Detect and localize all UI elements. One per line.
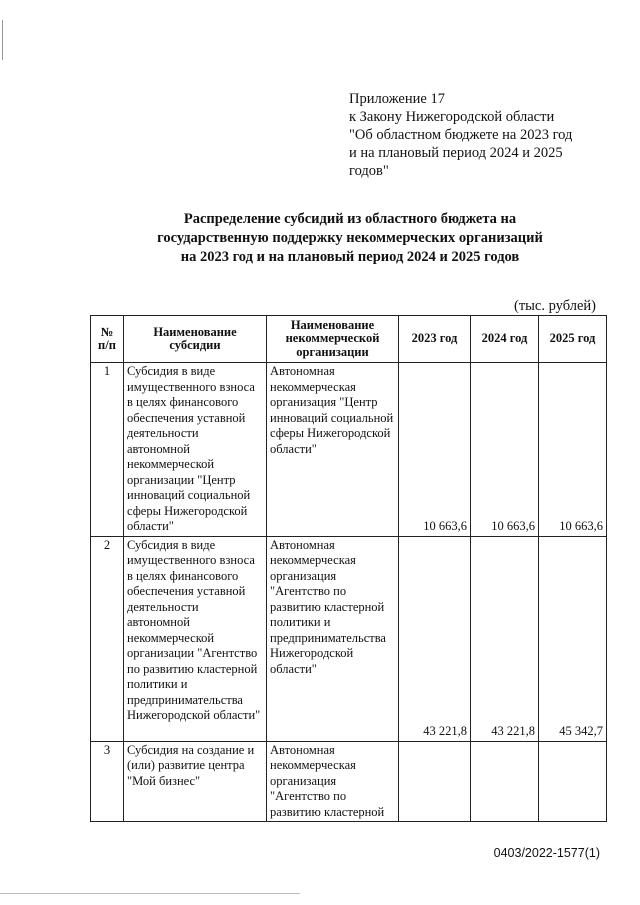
- cell-num: 3: [91, 741, 124, 822]
- table-row: [91, 363, 607, 537]
- appendix-header: [349, 90, 609, 180]
- header-2023: 2023 год: [399, 316, 471, 363]
- table-row: [91, 536, 607, 741]
- header-num: № п/п: [91, 316, 124, 363]
- cell-2025: 45 342,7: [539, 536, 607, 741]
- appendix-line: "Об областном бюджете на 2023 год: [349, 127, 573, 143]
- cell-2025: [539, 741, 607, 822]
- appendix-line: Приложение 17: [349, 91, 445, 107]
- document-title: [120, 210, 580, 267]
- header-org: Наименование некоммерческой организации: [267, 316, 399, 363]
- cell-num: 2: [91, 536, 124, 741]
- appendix-line: к Закону Нижегородской области: [349, 109, 555, 125]
- cell-num: 1: [91, 363, 124, 537]
- table-row: [91, 741, 607, 822]
- cell-2023: [399, 741, 471, 822]
- units-label: (тыс. рублей): [514, 298, 596, 314]
- appendix-line: годов": [349, 163, 389, 179]
- title-line: на 2023 год и на плановый период 2024 и 2025 годов: [180, 249, 520, 265]
- cell-2023: 43 221,8: [399, 536, 471, 741]
- cell-subsidy: Субсидия на создание и (или) развитие центра "Мой бизнес": [124, 741, 267, 822]
- cell-subsidy: Субсидия в виде имущественного взноса в целях финансового обеспечения уставной деятельности автономной некоммерческой организации "Агентство по развитию кластерной политики и предпринимательства Нижегородской области": [124, 536, 267, 741]
- title-line: Распределение субсидий из областного бюджета на: [183, 211, 517, 227]
- title-line: государственную поддержку некоммерческих организаций: [157, 230, 543, 246]
- header-2024: 2024 год: [471, 316, 539, 363]
- subsidy-table: [90, 315, 607, 822]
- appendix-line: и на плановый период 2024 и 2025: [349, 145, 563, 161]
- cell-org: Автономная некоммерческая организация "Агентство по развитию кластерной политики и предпринимательства Нижегородской области": [267, 536, 399, 741]
- header-subsidy: Наименование субсидии: [124, 316, 267, 363]
- cell-2024: 43 221,8: [471, 536, 539, 741]
- cell-2024: 10 663,6: [471, 363, 539, 537]
- scan-edge-mark: [2, 20, 3, 60]
- cell-2024: [471, 741, 539, 822]
- cell-subsidy: Субсидия в виде имущественного взноса в целях финансового обеспечения уставной деятельности автономной некоммерческой организации "Центр инноваций социальной сферы Нижегородской области": [124, 363, 267, 537]
- table-header-row: [91, 316, 607, 363]
- cell-org: Автономная некоммерческая организация "Центр инноваций социальной сферы Нижегородской области": [267, 363, 399, 537]
- document-code: 0403/2022-1577(1): [493, 846, 600, 860]
- cell-org: Автономная некоммерческая организация "Агентство по развитию кластерной: [267, 741, 399, 822]
- header-2025: 2025 год: [539, 316, 607, 363]
- scan-edge-mark: [0, 893, 300, 894]
- cell-2025: 10 663,6: [539, 363, 607, 537]
- cell-2023: 10 663,6: [399, 363, 471, 537]
